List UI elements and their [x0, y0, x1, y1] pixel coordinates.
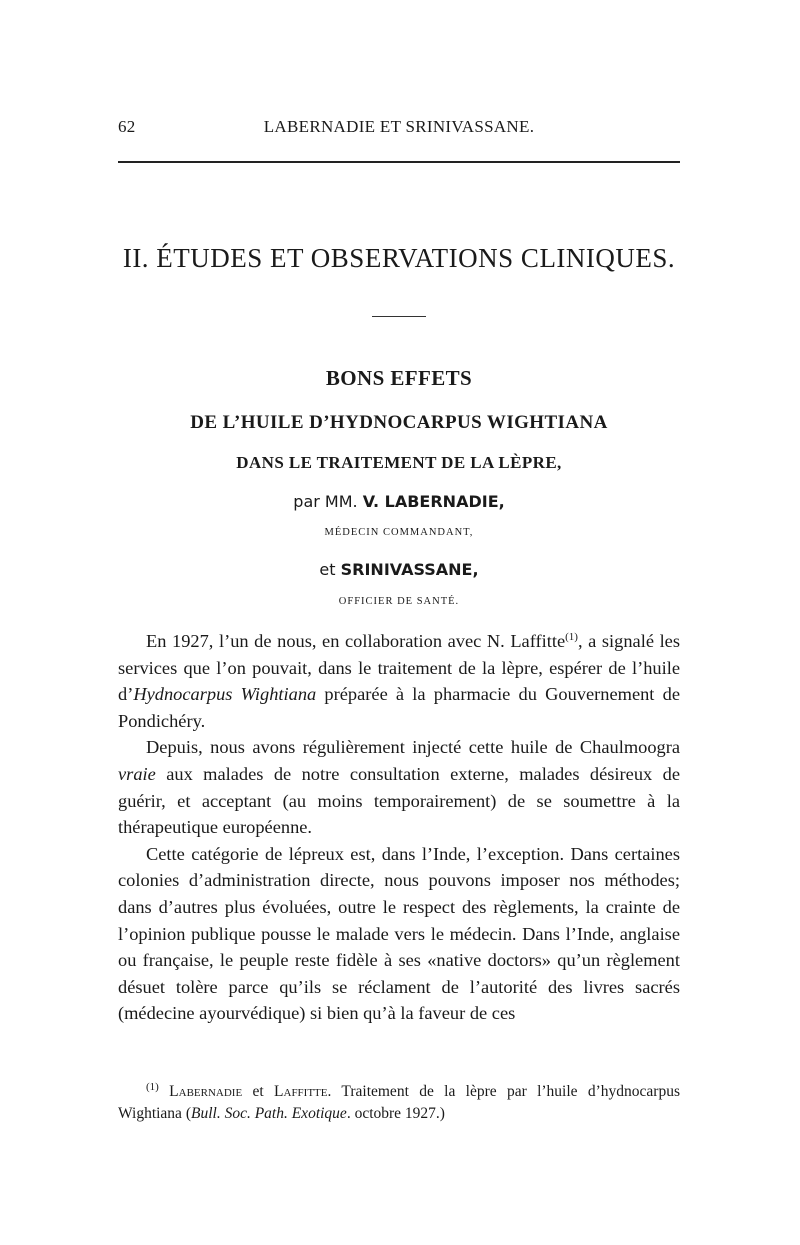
footnote-journal: Bull. Soc. Path. Exotique	[190, 1105, 347, 1122]
article-title-line2: DE L’HUILE D’HYDNOCARPUS WIGHTIANA	[190, 412, 608, 433]
running-header	[118, 117, 680, 147]
author1-name: V. LABERNADIE,	[362, 492, 505, 511]
author1-prefix: par MM.	[293, 492, 363, 511]
author-line-2	[118, 560, 680, 579]
paragraph-3: Cette catégorie de lépreux est, dans l’Inde, l’exception. Dans certaines colonies d’administration directe, nous pouvons imposer nos méthodes; dans d’autres plus évoluées, outre le respect des règlements, la crainte de l’opinion publique pousse le malade vers le médecin. Dans l’Inde, anglaise ou française, le peuple reste fidèle à ses «native doctors» qu’un règlement désuet tolère parce qu’ils se réclament de l’autorité des livres sacrés (médecine ayourvédique) si bien qu’à la faveur de ces	[118, 843, 680, 1024]
section-divider	[372, 316, 426, 317]
author-line-1	[118, 492, 680, 511]
footnote-text-b: . octobre 1927.)	[346, 1105, 445, 1122]
paragraph-1	[118, 628, 680, 734]
body-text	[118, 628, 680, 1027]
footnote-author-joiner: et	[242, 1083, 275, 1100]
p1-text-b: , a signalé les services que l’on pouvait, dans le traitement de la lèpre, espérer de l’huile d’	[118, 631, 680, 705]
footnote	[118, 1081, 680, 1125]
author2-name: SRINIVASSANE,	[340, 560, 479, 579]
paragraph-2	[118, 734, 680, 840]
footnote-text-a: . Traitement de la lèpre par l’huile d’hydnocarpus Wightiana (	[118, 1083, 680, 1122]
p1-text-a: En 1927, l’un de nous, en collaboration avec N. Laffitte	[146, 631, 566, 651]
section-title: II. ÉTUDES ET OBSERVATIONS CLINIQUES.	[122, 243, 676, 273]
p2-text-a: Depuis, nous avons régulièrement injecté cette huile de Chaulmoogra	[146, 737, 680, 758]
author1-role: MÉDECIN COMMANDANT,	[324, 527, 474, 538]
footnote-marker: (1)	[146, 1080, 159, 1093]
footnote-author-b: Laffitte	[274, 1083, 328, 1100]
footnote-1	[118, 1081, 680, 1125]
article-title-line1: BONS EFFETS	[325, 366, 473, 390]
page-number: 62	[118, 117, 136, 136]
author2-role: OFFICIER DE SANTÉ.	[338, 596, 460, 607]
p1-text-c: préparée à la pharmacie du Gouvernement de Pondichéry.	[118, 684, 680, 731]
author2-prefix: et	[319, 560, 341, 579]
p1-italic: Hydnocarpus Wightiana	[133, 684, 317, 705]
footnote-ref: (1)	[565, 630, 578, 643]
article-title-line3: DANS LE TRAITEMENT DE LA LÈPRE,	[236, 453, 562, 472]
footnote-author-a: Labernadie	[169, 1083, 243, 1100]
p2-text-b: aux malades de notre consultation externe, malades désireux de guérir, et acceptant (au moins temporairement) de se soumettre à la thérapeutique européenne.	[118, 763, 680, 838]
running-title: LABERNADIE ET SRINIVASSANE.	[263, 117, 535, 136]
header-rule	[118, 161, 680, 163]
p2-italic: vraie	[118, 763, 156, 784]
